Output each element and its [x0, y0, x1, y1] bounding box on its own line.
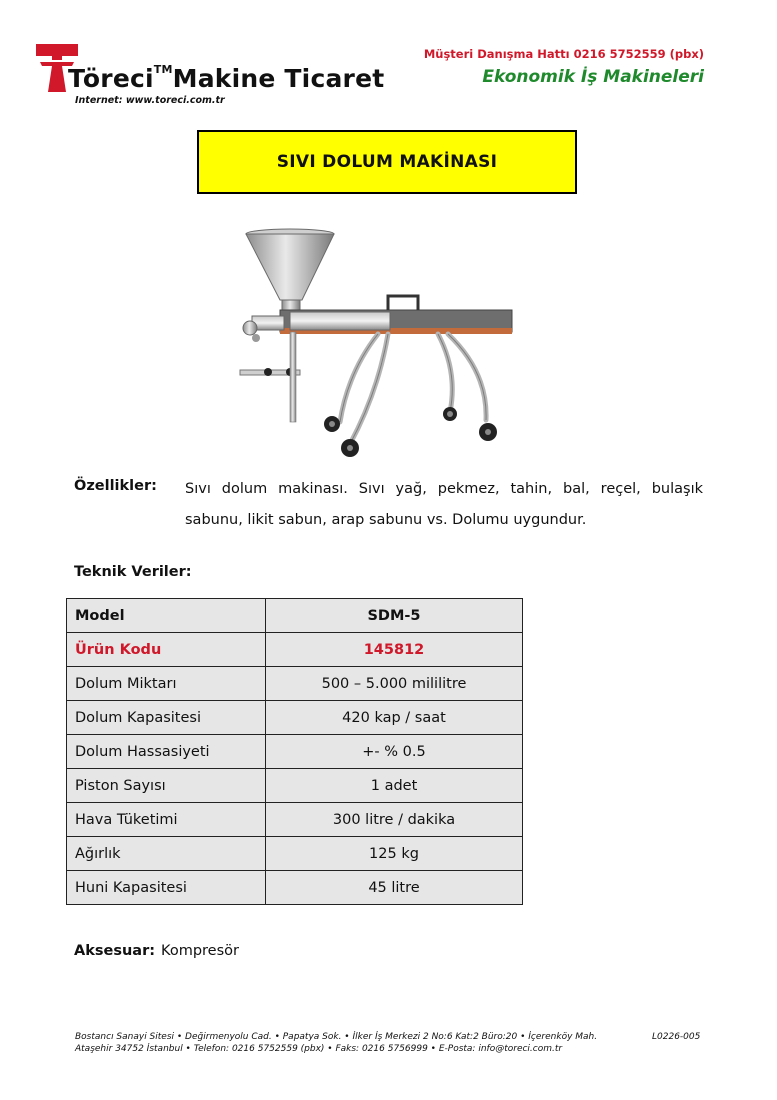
spec-label: Model	[67, 599, 266, 633]
footer-contact: Ataşehir 34752 İstanbul • Telefon: 0216 5752559 (pbx) • Faks: 0216 5756999 • E-Posta: info@toreci.com.tr	[75, 1044, 563, 1054]
spec-value: 45 litre	[266, 871, 523, 905]
footer-address: Bostancı Sanayi Sitesi • Değirmenyolu Cad. • Papatya Sok. • İlker İş Merkezi 2 No:6 Kat:2 Büro:20 • İçerenköy Mah.	[75, 1032, 598, 1042]
spec-value: 1 adet	[266, 769, 523, 803]
table-row	[67, 633, 523, 667]
spec-value: 300 litre / dakika	[266, 803, 523, 837]
table-row	[67, 837, 523, 871]
accessory-value: Kompresör	[161, 943, 239, 959]
website-link[interactable]: Internet: www.toreci.com.tr	[75, 95, 225, 106]
accessory-line	[74, 943, 239, 959]
features-label: Özellikler:	[74, 478, 157, 494]
table-row	[67, 871, 523, 905]
spec-label: Hava Tüketimi	[67, 803, 266, 837]
spec-value: SDM-5	[266, 599, 523, 633]
spec-value: 500 – 5.000 mililitre	[266, 667, 523, 701]
page-title: SIVI DOLUM MAKİNASI	[197, 130, 577, 194]
features-text: Sıvı dolum makinası. Sıvı yağ, pekmez, tahin, bal, reçel, bulaşık sabunu, likit sabun, arap sabunu vs. Dolumu uygundur.	[185, 481, 703, 528]
spec-label: Dolum Kapasitesi	[67, 701, 266, 735]
table-row	[67, 803, 523, 837]
table-row	[67, 769, 523, 803]
brand-name: Töreci™Makine Ticaret	[68, 62, 385, 93]
table-row	[67, 735, 523, 769]
table-row	[67, 599, 523, 633]
spec-label: Piston Sayısı	[67, 769, 266, 803]
spec-value: 420 kap / saat	[266, 701, 523, 735]
spec-label: Ağırlık	[67, 837, 266, 871]
spec-label: Ürün Kodu	[67, 633, 266, 667]
technical-data-label: Teknik Veriler:	[74, 564, 192, 580]
technical-spec-table	[66, 598, 523, 905]
customer-hotline: Müşteri Danışma Hattı 0216 5752559 (pbx)	[423, 47, 704, 61]
accessory-label: Aksesuar:	[74, 943, 156, 959]
table-row	[67, 667, 523, 701]
spec-label: Dolum Miktarı	[67, 667, 266, 701]
document-reference: L0226-005	[652, 1032, 701, 1042]
spec-value: 145812	[266, 633, 523, 667]
spec-label: Huni Kapasitesi	[67, 871, 266, 905]
slogan: Ekonomik İş Makineleri	[482, 67, 704, 87]
spec-value: +- % 0.5	[266, 735, 523, 769]
spec-value: 125 kg	[266, 837, 523, 871]
table-row	[67, 701, 523, 735]
spec-label: Dolum Hassasiyeti	[67, 735, 266, 769]
liquid-filling-machine-image	[228, 212, 528, 468]
